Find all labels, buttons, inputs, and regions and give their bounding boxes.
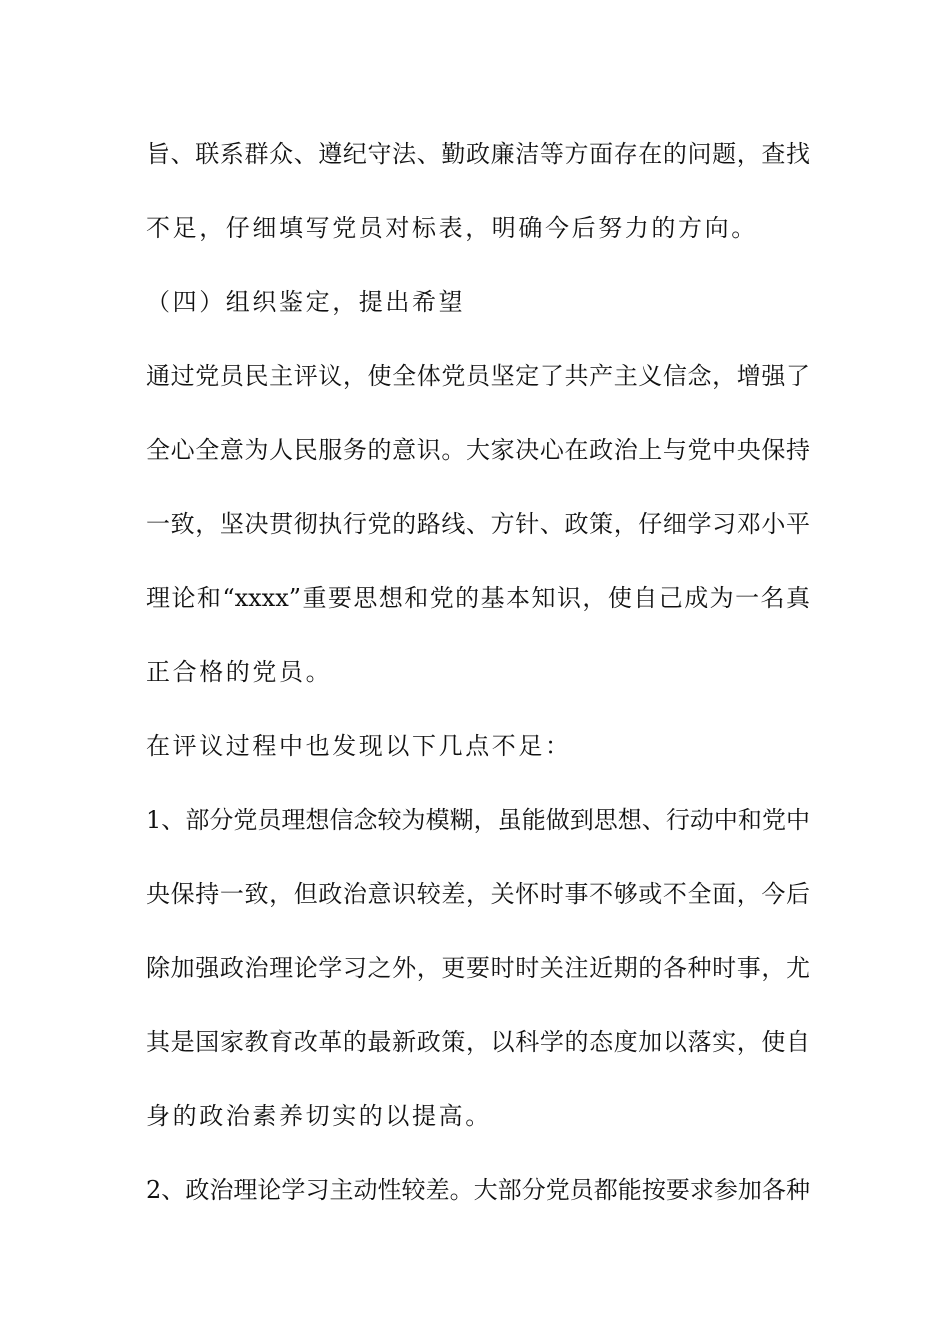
text-line: 在评议过程中也发现以下几点不足： [146,732,572,760]
text-line: 央保持一致，但政治意识较差，关怀时事不够或不全面，今后 [146,880,810,908]
text-line: 正合格的党员。 [146,658,333,686]
text-line: 理论和“xxxx”重要思想和党的基本知识，使自己成为一名真 [146,584,810,612]
text-line: 其是国家教育改革的最新政策，以科学的态度加以落实，使自 [146,1028,810,1056]
text-line: 旨、联系群众、遵纪守法、勤政廉洁等方面存在的问题，查找 [146,140,810,168]
list-item-2: 2、政治理论学习主动性较差。大部分党员都能按要求参加各种 [146,1176,810,1204]
text-line: 通过党员民主评议，使全体党员坚定了共产主义信念，增强了 [146,362,810,390]
list-item-1: 1、部分党员理想信念较为模糊，虽能做到思想、行动中和党中 [146,806,810,834]
section-heading: （四）组织鉴定，提出希望 [146,288,466,316]
text-line: 不足，仔细填写党员对标表，明确今后努力的方向。 [146,214,758,242]
text-line: 身的政治素养切实的以提高。 [146,1102,492,1130]
text-line: 除加强政治理论学习之外，更要时时关注近期的各种时事，尤 [146,954,810,982]
text-line: 全心全意为人民服务的意识。大家决心在政治上与党中央保持 [146,436,810,464]
text-line: 一致，坚决贯彻执行党的路线、方针、政策，仔细学习邓小平 [146,510,810,538]
